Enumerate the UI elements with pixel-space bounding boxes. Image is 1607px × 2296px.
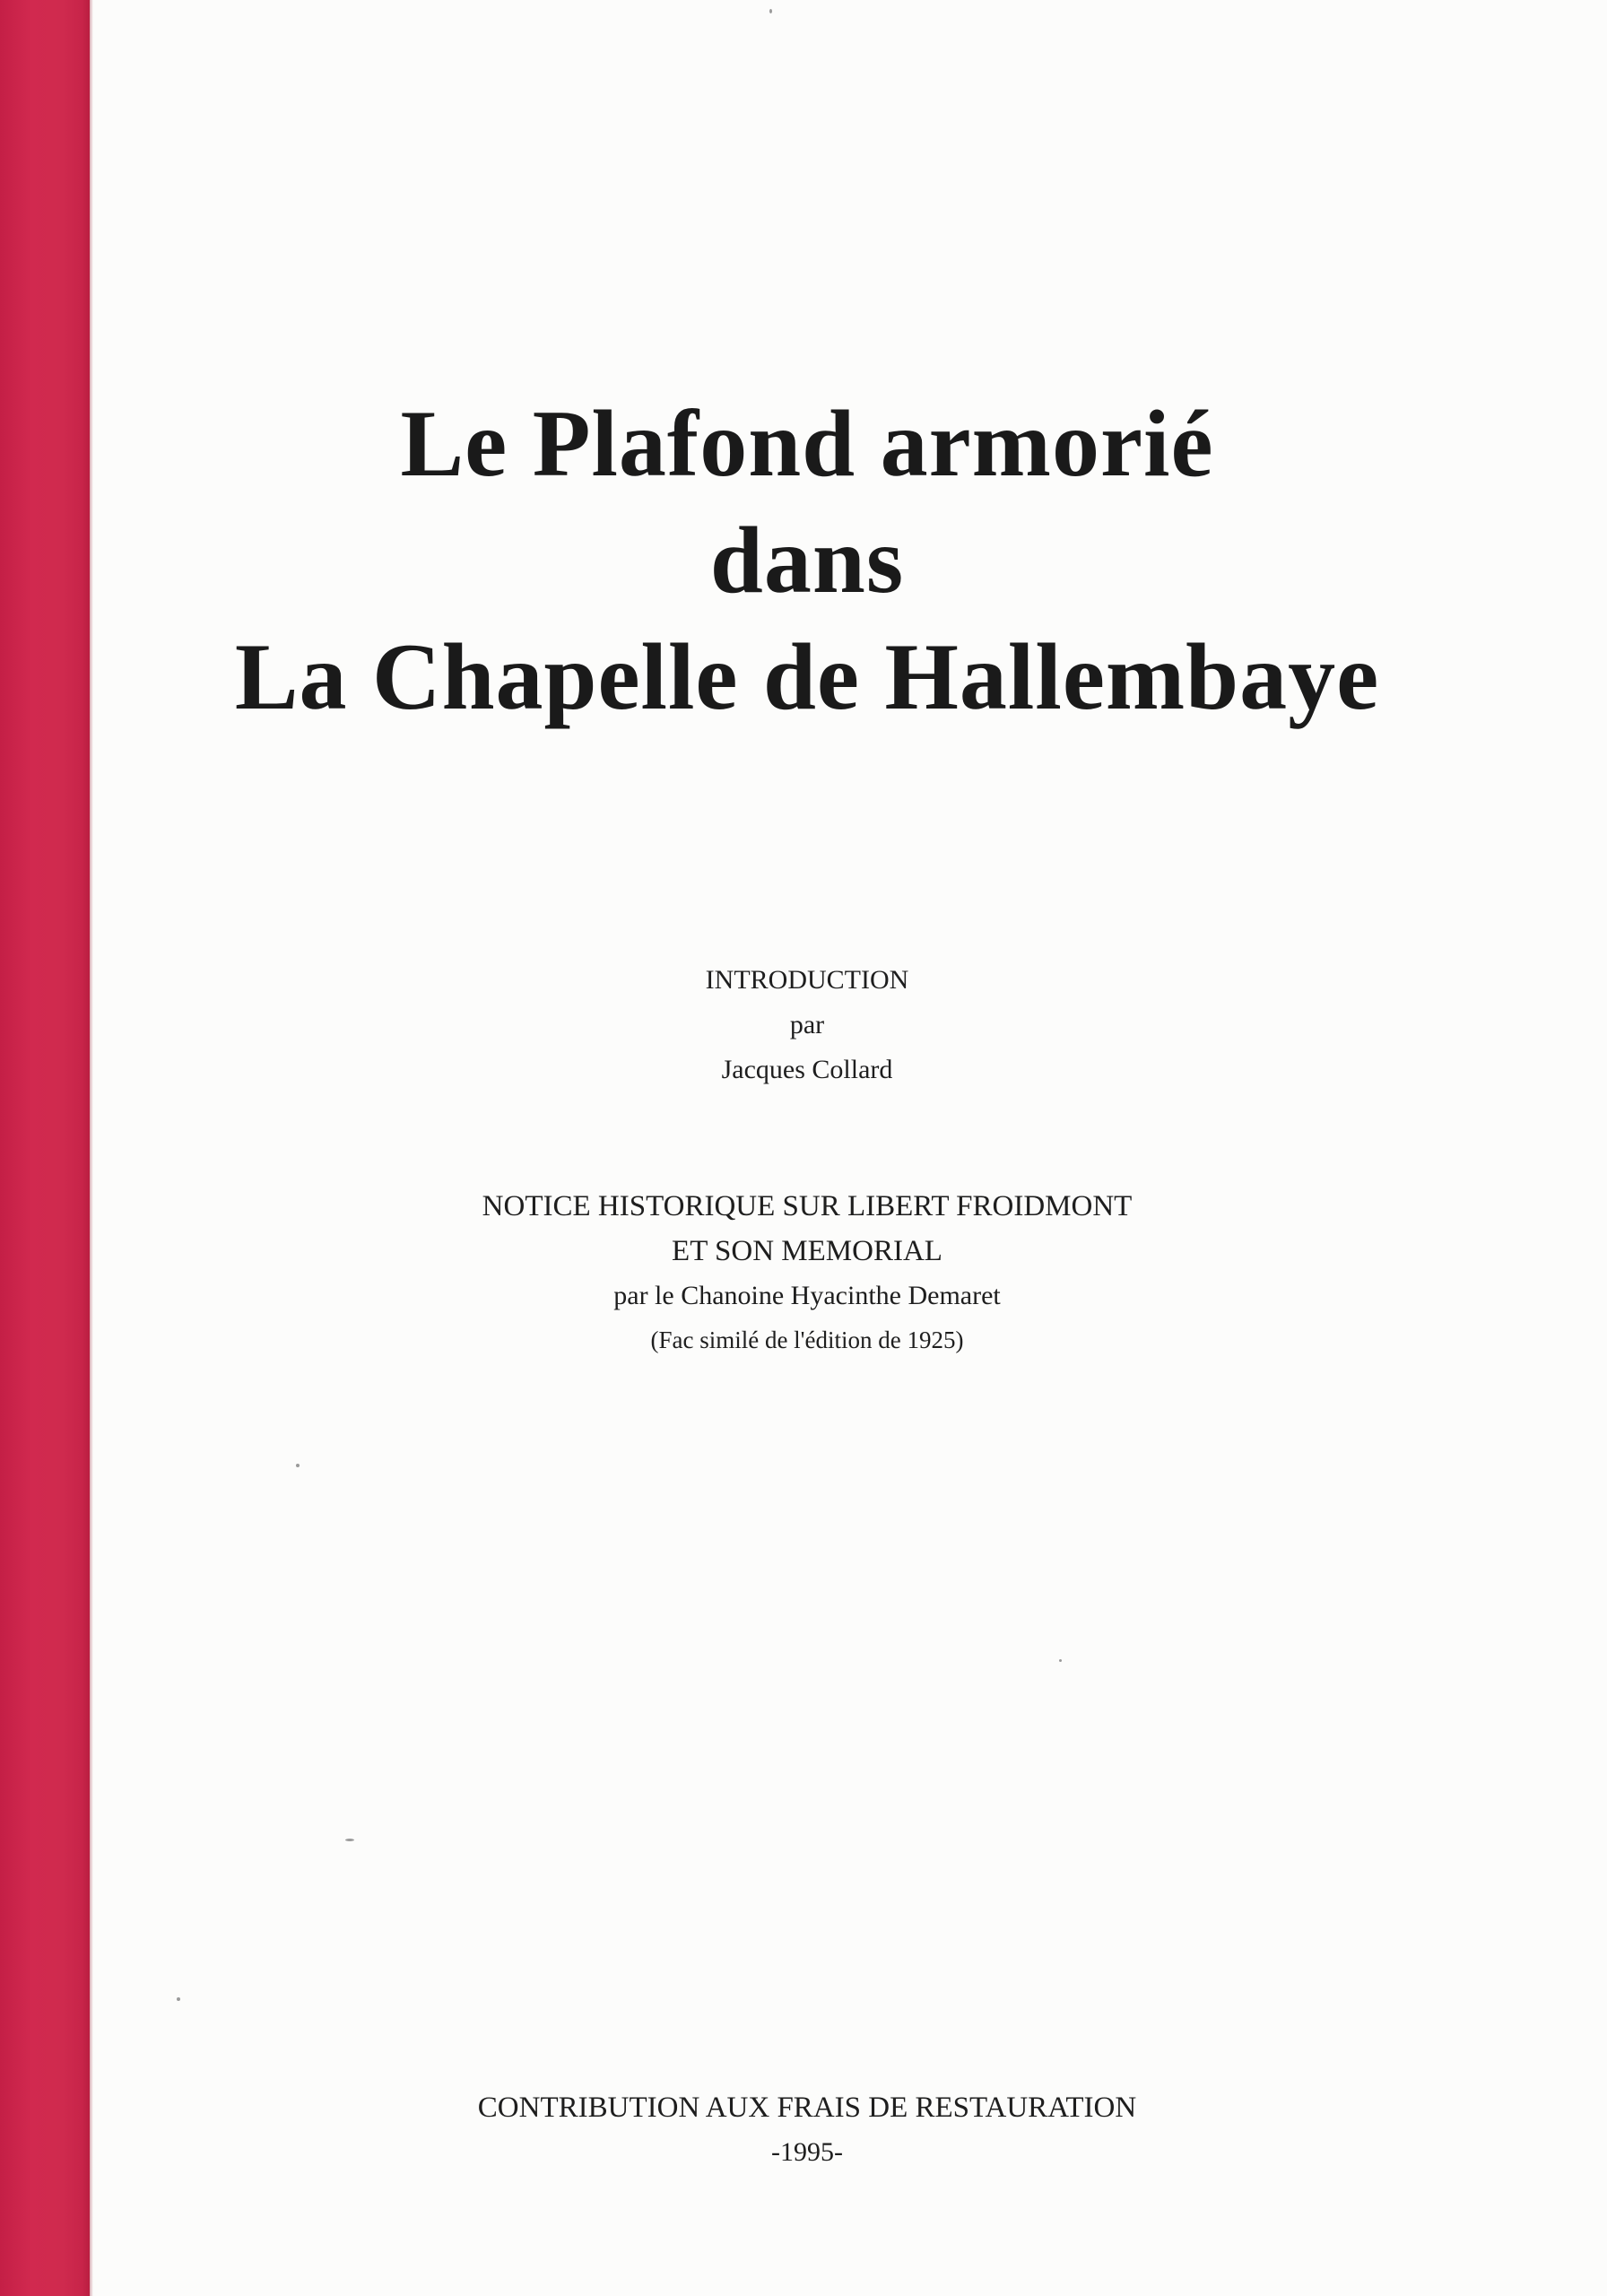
- introduction-author: Jacques Collard: [721, 1055, 893, 1084]
- paper-speck: [769, 9, 772, 13]
- footer-contribution: CONTRIBUTION AUX FRAIS DE RESTAURATION: [477, 2092, 1137, 2124]
- title-line-2: dans: [709, 508, 905, 613]
- footer-block: [359, 2085, 1255, 2175]
- introduction-block: [359, 958, 1255, 1092]
- red-spine-binding: [0, 0, 90, 2296]
- title-line-1: Le Plafond armorié: [400, 391, 1214, 496]
- notice-edition: (Fac similé de l'édition de 1925): [650, 1326, 964, 1353]
- paper-speck: [345, 1839, 354, 1841]
- footer-year: -1995-: [771, 2137, 843, 2167]
- cover-title: [179, 386, 1435, 735]
- spine-shadow-edge: [90, 0, 93, 2296]
- notice-title-line-1: NOTICE HISTORIQUE SUR LIBERT FROIDMONT: [482, 1190, 1133, 1222]
- introduction-par: par: [789, 1010, 825, 1039]
- title-line-3: La Chapelle de Hallembaye: [234, 624, 1380, 729]
- notice-author: par le Chanoine Hyacinthe Demaret: [613, 1281, 1001, 1310]
- introduction-heading: INTRODUCTION: [705, 965, 909, 995]
- notice-title-line-2: ET SON MEMORIAL: [672, 1235, 942, 1267]
- paper-speck: [177, 1997, 180, 2001]
- paper-speck: [1059, 1659, 1062, 1662]
- paper-speck: [296, 1464, 300, 1467]
- notice-block: [359, 1184, 1255, 1361]
